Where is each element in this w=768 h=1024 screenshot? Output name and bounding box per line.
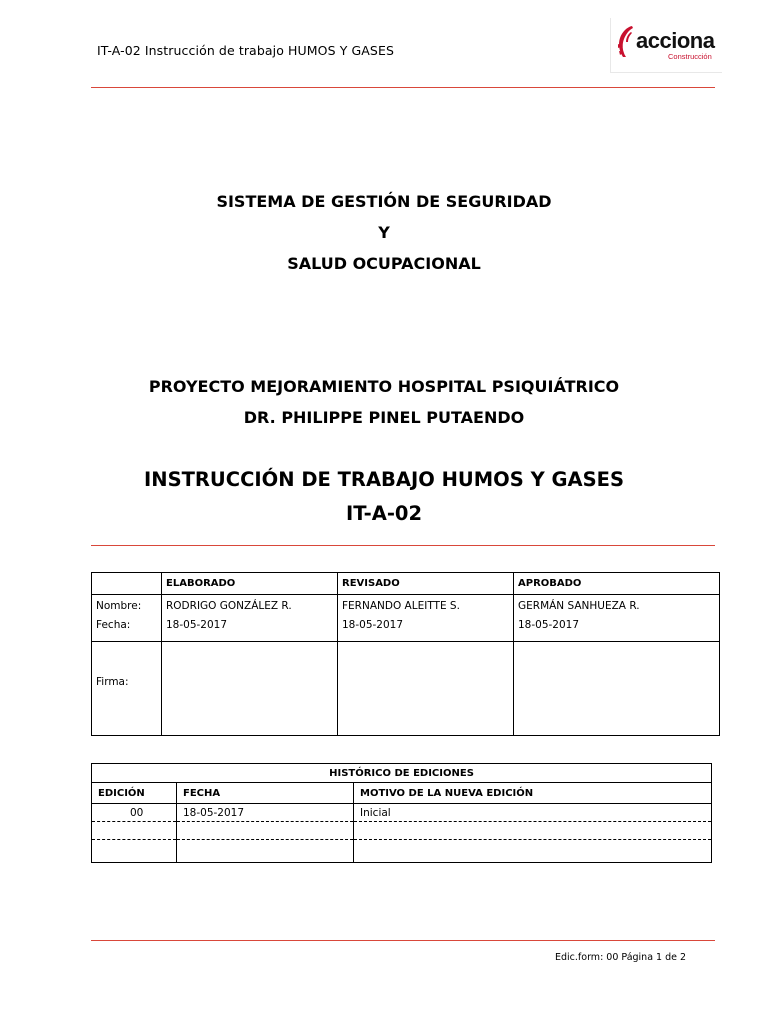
header-title: IT-A-02 Instrucción de trabajo HUMOS Y GASES [97, 43, 395, 58]
history-header-edicion: EDICIÓN [92, 783, 177, 804]
history-header-fecha: FECHA [177, 783, 354, 804]
aprobado-signature-cell [514, 642, 720, 736]
elaborado-cell [162, 595, 338, 642]
approval-signature-row [92, 642, 720, 736]
project-title-line-2: DR. PHILIPPE PINEL PUTAENDO [243, 408, 525, 427]
header-divider [91, 87, 715, 88]
project-title [0, 371, 768, 433]
system-title-line-3: SALUD OCUPACIONAL [287, 254, 481, 273]
history-table [91, 763, 712, 863]
revisado-nombre: FERNANDO ALEITTE S. [342, 600, 460, 612]
system-title [0, 186, 768, 279]
history-motivo-cell: Inicial [354, 804, 712, 822]
system-title-line-1: SISTEMA DE GESTIÓN DE SEGURIDAD [216, 192, 552, 211]
table-row [92, 804, 712, 822]
footer-divider [91, 940, 715, 941]
nombre-label: Nombre: [96, 600, 142, 612]
logo-wordmark: acciona [636, 28, 715, 53]
approval-header-aprobado: APROBADO [514, 573, 720, 595]
firma-label: Firma: [92, 642, 162, 736]
elaborado-fecha: 18-05-2017 [166, 619, 228, 631]
history-empty-cell [92, 822, 177, 840]
approval-header-elaborado: ELABORADO [162, 573, 338, 595]
approval-table [91, 572, 720, 736]
history-empty-cell [177, 840, 354, 863]
elaborado-nombre: RODRIGO GONZÁLEZ R. [166, 600, 292, 612]
acciona-leaf-icon [615, 24, 637, 60]
elaborado-signature-cell [162, 642, 338, 736]
history-header-row [92, 783, 712, 804]
aprobado-cell [514, 595, 720, 642]
history-title-row [92, 764, 712, 783]
aprobado-nombre: GERMÁN SANHUEZA R. [518, 600, 640, 612]
approval-header-row [92, 573, 720, 595]
revisado-fecha: 18-05-2017 [342, 619, 404, 631]
revisado-cell [338, 595, 514, 642]
document-code: IT-A-02 [345, 502, 423, 525]
table-row [92, 840, 712, 863]
project-title-line-1: PROYECTO MEJORAMIENTO HOSPITAL PSIQUIÁTRICO [148, 377, 620, 396]
history-edicion-cell: 00 [92, 804, 177, 822]
table-row [92, 822, 712, 840]
history-header-motivo: MOTIVO DE LA NUEVA EDICIÓN [354, 783, 712, 804]
history-empty-cell [354, 840, 712, 863]
fecha-label: Fecha: [96, 619, 131, 631]
document-title [0, 463, 768, 531]
approval-labels-cell [92, 595, 162, 642]
company-logo [610, 18, 722, 73]
revisado-signature-cell [338, 642, 514, 736]
history-empty-cell [177, 822, 354, 840]
approval-name-date-row [92, 595, 720, 642]
history-title: HISTÓRICO DE EDICIONES [92, 764, 712, 783]
approval-corner-cell [92, 573, 162, 595]
document-title-text: INSTRUCCIÓN DE TRABAJO HUMOS Y GASES [144, 468, 624, 491]
logo-subtitle: Construcción [668, 52, 712, 61]
page-footer: Edic.form: 00 Página 1 de 2 [555, 952, 687, 963]
aprobado-fecha: 18-05-2017 [518, 619, 580, 631]
history-empty-cell [354, 822, 712, 840]
system-title-line-2: Y [378, 223, 390, 242]
history-empty-cell [92, 840, 177, 863]
history-fecha-cell: 18-05-2017 [177, 804, 354, 822]
approval-header-revisado: REVISADO [338, 573, 514, 595]
title-divider [91, 545, 715, 546]
